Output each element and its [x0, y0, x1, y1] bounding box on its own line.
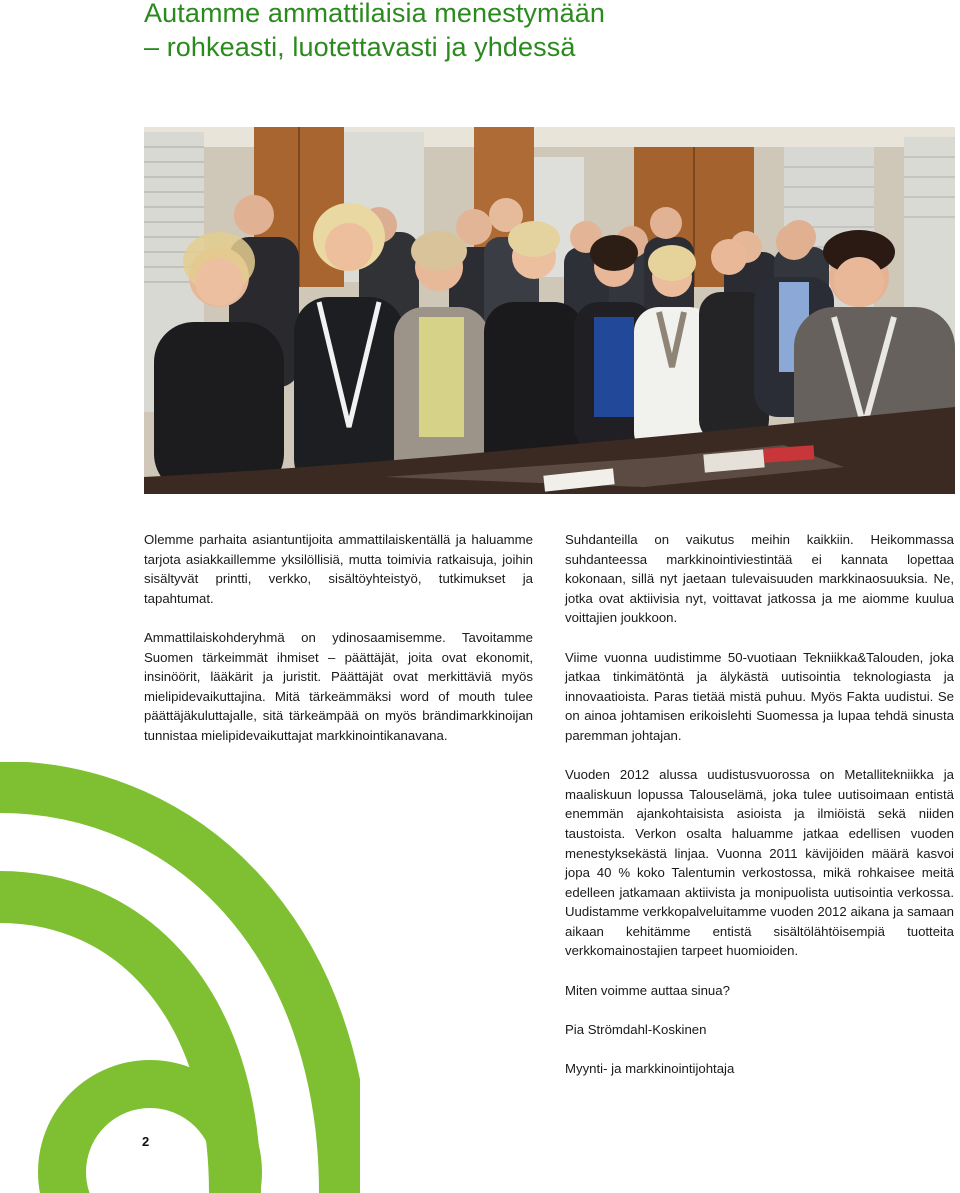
page-number: 2	[142, 1134, 150, 1149]
left-paragraph-1: Olemme parhaita asiantuntijoita ammattilaiskentällä ja haluamme tarjota asiakkaillemme yksilöllisiä, mutta toimivia ratkaisuja, joihin sisältyvät printti, verkko, sisältöyhteistyö, tutkimukset ja tapahtumat.	[144, 532, 533, 606]
right-text-column	[565, 530, 954, 1098]
signature-title: Myynti- ja markkinointijohtaja	[565, 1061, 735, 1077]
right-paragraph-1: Suhdanteilla on vaikutus meihin kaikkiin. Heikommassa suhdanteessa markkinointiviestintää ei kannata lopettaa kokonaan, sillä nyt jaetaan tulevaisuuden markkinaosuuksia. Ne, jotka ovat aktiivisia nyt, voittavat jatkossa ja me aiomme kuulua voittajien joukkoon.	[565, 532, 954, 626]
page-headline	[144, 0, 605, 64]
left-text-column	[144, 530, 533, 765]
closing-question: Miten voimme auttaa sinua?	[565, 982, 730, 998]
team-group-photo	[144, 127, 955, 494]
right-paragraph-2: Viime vuonna uudistimme 50-vuotiaan Tekniikka&Talouden, joka jatkaa tinkimätöntä ja älykästä uutisointia teknologiasta ja innovaatioista. Paras tietää mistä puhuu. Myös Fakta uudistui. Se on ainoa johtamisen erikoislehti Suomessa ja lupaa tehdä sinusta paremman johtajan.	[565, 649, 954, 743]
green-arc-decoration	[0, 762, 360, 1193]
left-paragraph-2: Ammattilaiskohderyhmä on ydinosaamisemme. Tavoitamme Suomen tärkeimmät ihmiset – päättäjät, joita ovat ekonomit, insinöörit, lääkärit ja juristit. Päättäjät ovat merkittäviä myös mielipidevaikuttajina. Mitä tärkeämmäksi word of mouth tulee päättäjäkuluttajalle, sitä tärkeämpää on myös brändimarkkinoijan tunnistaa mielipidevaikuttajat markkinointikanavana.	[144, 629, 533, 743]
signature-name: Pia Strömdahl-Koskinen	[565, 1021, 707, 1037]
headline-line-1: Autamme ammattilaisia menestymään	[144, 0, 605, 28]
right-paragraph-3: Vuoden 2012 alussa uudistusvuorossa on Metallitekniikka ja maaliskuun lopussa Talouselämä, joka tulee uutisoimaan entistä enemmän ajankohtaisista asioista ja ilmiöistä sekä niiden taustoista. Verkon osalta haluamme jatkaa edellisen vuoden menestyksekästä linjaa. Vuonna 2011 kävijöiden määrä kasvoi jopa 40 % koko Talentumin verkostossa, mikä rohkaisee meitä edelleen jatkamaan aktiivista ja monipuolista uutisointia verkossa. Uudistamme verkkopalveluitamme vuoden 2012 aikana ja samaan aikaan kehitämme entistä sisältölähtöisempiä tuotteita verkkomainostajien tarpeet huomioiden.	[565, 767, 954, 959]
headline-line-2: – rohkeasti, luotettavasti ja yhdessä	[144, 32, 576, 62]
